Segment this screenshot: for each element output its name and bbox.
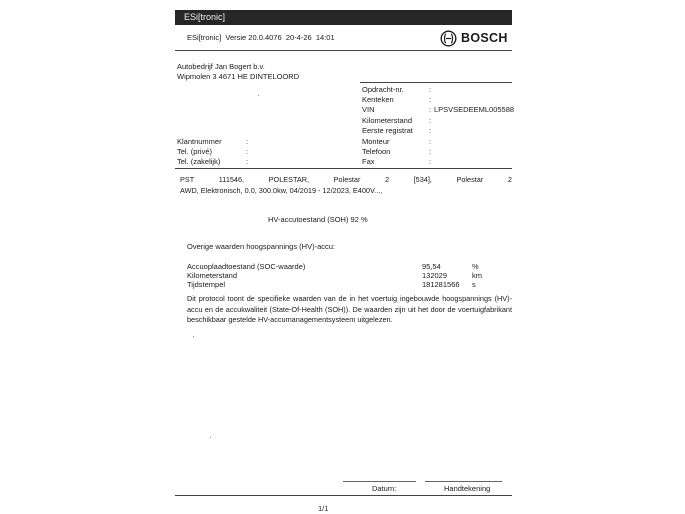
vin-value: LPSVSEDEEML005588 <box>434 105 515 114</box>
title-bar <box>175 10 512 25</box>
vehicle-part: 2 <box>507 175 512 184</box>
vehicle-part: 2 <box>385 175 390 184</box>
company-address: Wipmolen 3 4671 HE DINTELOORD <box>177 72 300 81</box>
footer-divider <box>175 495 512 496</box>
field-sep: : <box>429 95 432 104</box>
field-label: Kilometerstand <box>362 116 413 125</box>
field-label: Klantnummer <box>177 137 222 146</box>
signature-line <box>425 481 502 482</box>
protocol-text: Dit protocol toont de specifieke waarden van de in het voertuig ingebouwde hoogspannings (HV)-accu en de accukwaliteit (State-Of-Health (SOH)). De waarden zijn uit het door de voertuigfabrikant beschikbaar gestelde HV-accumanagementsysteem uitgelezen. <box>187 294 512 324</box>
value-label: Kilometerstand <box>187 271 238 280</box>
vehicle-part: Polestar <box>333 175 361 184</box>
scan-speck <box>258 95 259 96</box>
print-time: 14:01 <box>315 33 335 42</box>
value-unit: km <box>472 271 482 280</box>
field-label: VIN <box>362 105 375 114</box>
vehicle-part: Polestar <box>456 175 484 184</box>
vehicle-line-1 <box>180 175 512 186</box>
brand-name: BOSCH <box>461 31 508 45</box>
field-sep: : <box>429 126 432 135</box>
field-label: Tel. (zakelijk) <box>177 157 221 166</box>
app-name: ESi[tronic] <box>187 33 222 42</box>
version: Versie 20.0.4076 <box>225 33 282 42</box>
field-label: Fax <box>362 157 375 166</box>
vehicle-description <box>180 175 512 196</box>
field-label: Telefoon <box>362 147 391 156</box>
fields-bottom-divider <box>175 168 512 169</box>
bosch-logo <box>440 28 508 48</box>
field-sep: : <box>246 157 249 166</box>
field-label: Eerste registrat <box>362 126 413 135</box>
field-label: Kenteken <box>362 95 394 104</box>
field-sep: : <box>246 137 249 146</box>
date-line <box>343 481 416 482</box>
field-sep: : <box>429 137 432 146</box>
bosch-armature-icon <box>440 30 457 47</box>
field-sep: : <box>429 116 432 125</box>
vehicle-part: [534], <box>413 175 432 184</box>
scan-speck <box>210 437 211 438</box>
field-label: Tel. (privé) <box>177 147 213 156</box>
fields-top-divider <box>360 82 512 83</box>
value-label: Accuoplaadtoestand (SOC-waarde) <box>187 262 306 271</box>
date-label: Datum: <box>372 484 397 493</box>
field-sep: : <box>429 157 432 166</box>
vehicle-part: 111546, <box>218 175 245 184</box>
soh-value: HV-accutoestand (SOH) 92 % <box>268 215 368 224</box>
value-number: 181281566 <box>422 280 460 289</box>
value-label: Tijdstempel <box>187 280 226 289</box>
field-sep: : <box>429 105 432 114</box>
field-sep: : <box>429 85 432 94</box>
field-sep: : <box>246 147 249 156</box>
vehicle-line-2: AWD, Elektronisch, 0.0, 300.0kw, 04/2019 - 12/2023, E400V..., <box>180 185 383 195</box>
header-divider <box>175 50 512 51</box>
title-bar-label: ESi[tronic] <box>184 12 226 22</box>
field-label: Opdracht-nr. <box>362 85 404 94</box>
signature-label: Handtekening <box>444 484 491 493</box>
value-number: 132029 <box>422 271 448 280</box>
other-values-heading: Overige waarden hoogspannings (HV)-accu: <box>187 242 335 251</box>
value-number: 95,54 <box>422 262 441 271</box>
vehicle-part: POLESTAR, <box>268 175 310 184</box>
scan-speck <box>193 336 194 337</box>
field-label: Monteur <box>362 137 390 146</box>
vehicle-part: PST <box>180 175 195 184</box>
header-info <box>187 33 335 42</box>
value-unit: s <box>472 280 476 289</box>
print-date: 20-4-26 <box>285 33 312 42</box>
field-sep: : <box>429 147 432 156</box>
company-name: Autobedrijf Jan Bogert b.v. <box>177 62 265 71</box>
value-unit: % <box>472 262 479 271</box>
page-number: 1/1 <box>318 504 329 513</box>
